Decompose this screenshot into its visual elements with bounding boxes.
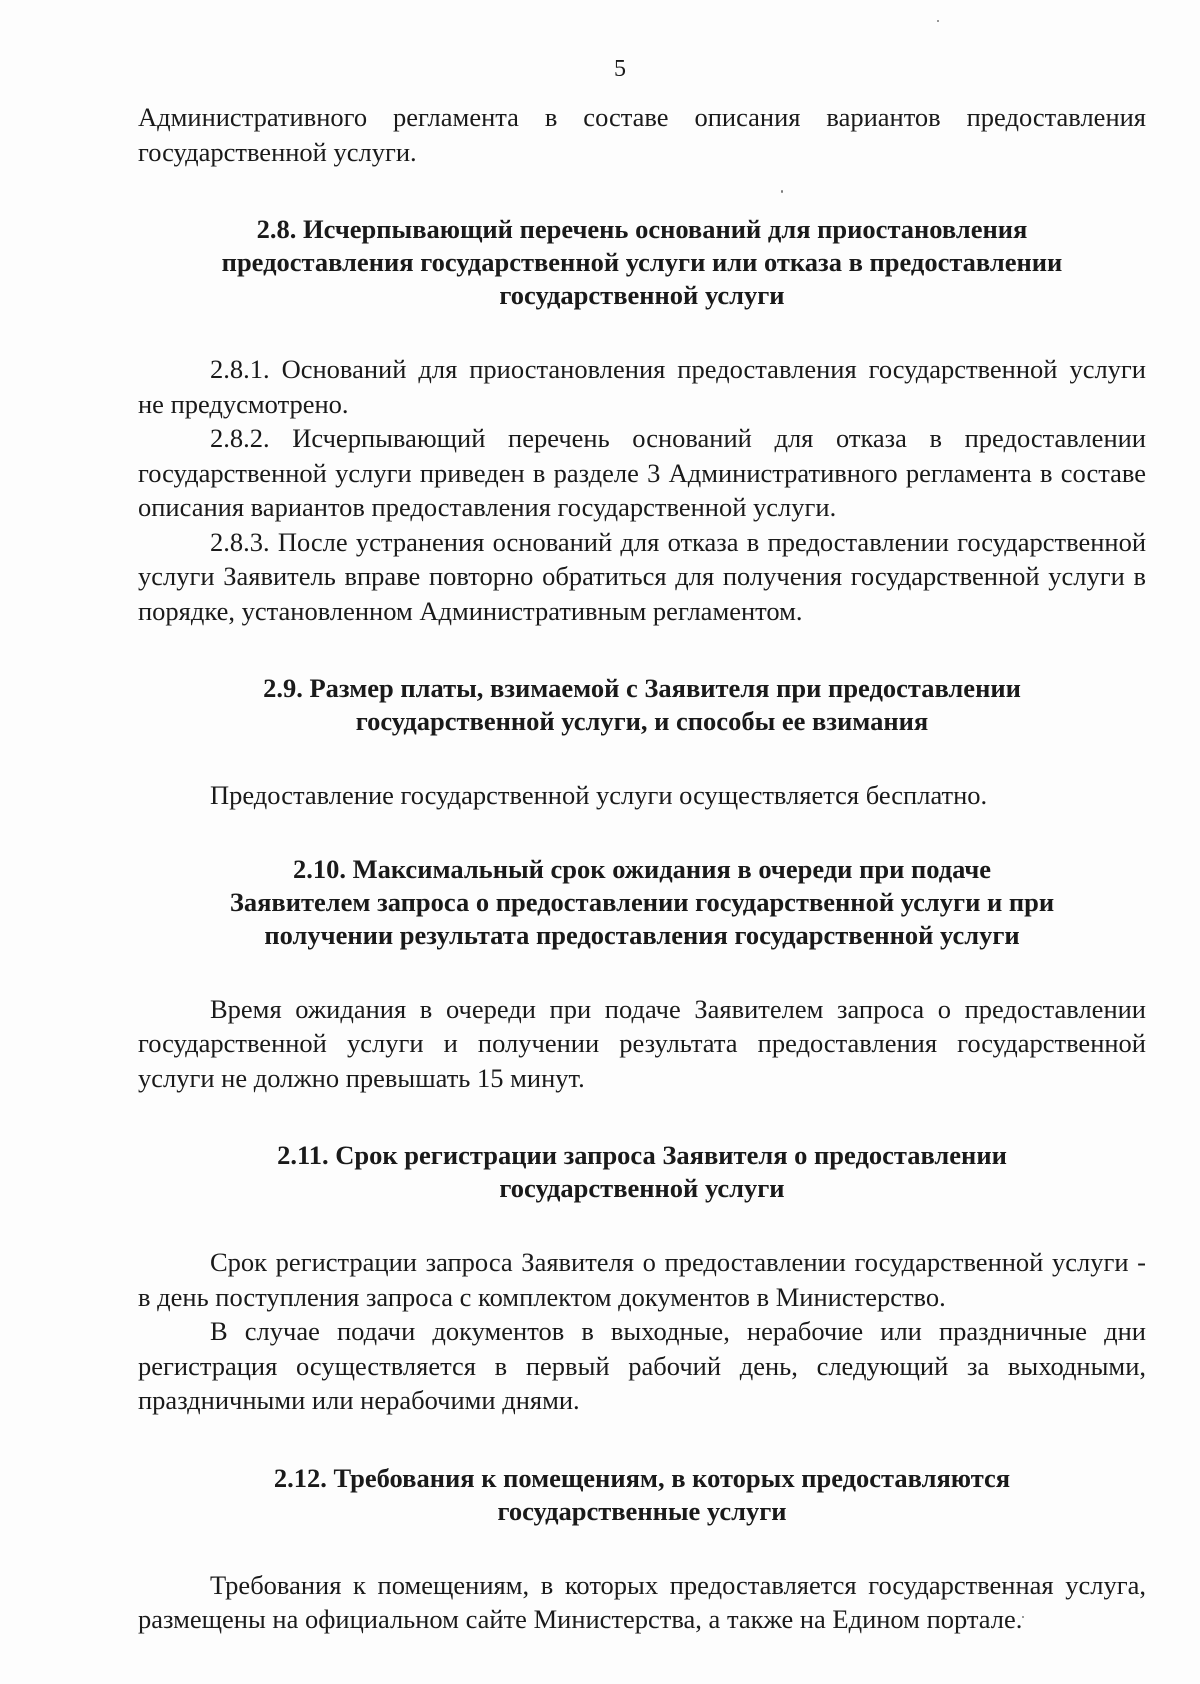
section-2-12-heading-line-2: государственные услуги xyxy=(497,1495,787,1526)
section-2-11-paragraph-1: Срок регистрации запроса Заявителя о предоставлении государственной услуги - в день поступления запроса с комплектом документов в Министерство. xyxy=(138,1247,1146,1312)
section-2-9-heading-line-1: 2.9. Размер платы, взимаемой с Заявителя при предоставлении xyxy=(263,673,1021,703)
section-2-11 xyxy=(138,1139,1146,1418)
section-2-8-heading-line-2: предоставления государственной услуги или отказа в предоставлении xyxy=(221,247,1063,277)
section-2-10-heading-line-3: получении результата предоставления государственной услуги xyxy=(264,919,1020,950)
intro-paragraph: Административного регламента в составе описания вариантов предоставления государственной услуги. xyxy=(138,102,1146,167)
section-2-11-heading-line-1: 2.11. Срок регистрации запроса Заявителя о предоставлении xyxy=(277,1140,1007,1170)
section-2-9-heading-line-2: государственной услуги, и способы ее взимания xyxy=(355,706,929,736)
section-2-8-heading-line-3: государственной услуги xyxy=(499,280,785,310)
scan-speck xyxy=(781,190,783,193)
section-2-8-heading-line-1: 2.8. Исчерпывающий перечень оснований для приостановления xyxy=(256,214,1028,244)
section-2-8-paragraph-1: 2.8.1. Оснований для приостановления предоставления государственной услуги не предусмотрено. xyxy=(138,354,1146,419)
section-2-12-paragraph-1: Требования к помещениям, в которых предоставляется государственная услуга, размещены на официальном сайте Министерства, а также на Едином портале. xyxy=(138,1569,1146,1634)
page-number: 5 xyxy=(614,56,626,82)
section-2-8-paragraph-2: 2.8.2. Исчерпывающий перечень оснований для отказа в предоставлении государственной услуги приведен в разделе 3 Административного регламента в составе описания вариантов предоставления государственной услуги. xyxy=(138,423,1146,522)
section-2-10-paragraph-1: Время ожидания в очереди при подаче Заявителем запроса о предоставлении государственной услуги и получении результата предоставления государственной услуги не должно превышать 15 минут. xyxy=(138,993,1146,1093)
section-2-10-heading-line-2: Заявителем запроса о предоставлении государственной услуги и при xyxy=(229,886,1055,917)
section-2-12-heading-line-1: 2.12. Требования к помещениям, в которых предоставляются xyxy=(273,1462,1011,1493)
section-2-9-paragraph-1: Предоставление государственной услуги осуществляется бесплатно. xyxy=(210,780,988,810)
scan-speck xyxy=(1022,1616,1024,1618)
section-2-12 xyxy=(138,1462,1146,1637)
section-2-10-heading-line-1: 2.10. Максимальный срок ожидания в очереди при подаче xyxy=(292,853,992,884)
section-2-10 xyxy=(138,853,1146,1096)
section-2-8-paragraph-3: 2.8.3. После устранения оснований для отказа в предоставлении государственной услуги Заявитель вправе повторно обратиться для получения государственной услуги в порядке, установленном Административным регламентом. xyxy=(138,526,1146,626)
scan-speck xyxy=(937,20,939,22)
section-2-11-heading-line-2: государственной услуги xyxy=(499,1173,785,1203)
section-2-8 xyxy=(138,213,1146,628)
section-2-11-paragraph-2: В случае подачи документов в выходные, нерабочие или праздничные дни регистрация осуществляется в первый рабочий день, следующий за выходными, праздничными или нерабочими днями. xyxy=(138,1316,1146,1415)
document-body xyxy=(138,100,1146,1637)
section-2-9 xyxy=(138,672,1146,813)
